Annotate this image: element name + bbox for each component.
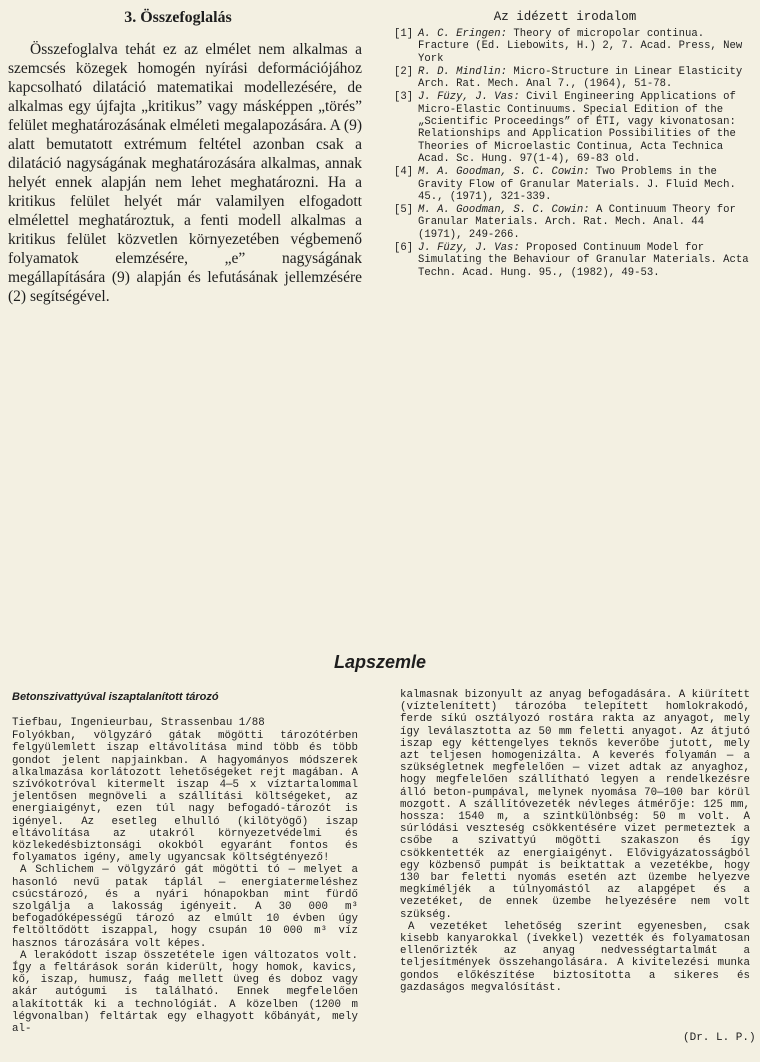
summary-paragraph: Összefoglalva tehát ez az elmélet nem alkalmas a szemcsés közegek homogén nyírási deformációjához kapcsolható dilatáció matematikai modellezésére, de alkalmas egy újfajta „kritikus” vagy másképpen „törés” felület meghatározásának elméleti megalapozására. A (9) alatt bemutatott extrémum feltétel azonban csak a dilatáció nagyságának meghatározására alkalmas, annak helyét ennek alapján nem lehet meghatározni. Ha a kritikus felület helyét már valamilyen elfogadott elmélettel meghatároztuk, a fenti modell alkalmas a kritikus felület közvetlen környezetében végbemenő folyamatok elemzésére, „e” nagyságának megállapítására (9) alapján és lefutásának jellemzésére (2) segítségével. — [8, 41, 362, 305]
reference-item — [394, 166, 754, 203]
reference-item — [394, 91, 754, 165]
reference-item — [394, 66, 754, 91]
reference-number: [3] — [394, 91, 414, 104]
article-source: Tiefbau, Ingenieurbau, Strassenbau 1/88 — [12, 717, 265, 729]
reference-number: [2] — [394, 65, 414, 78]
reference-item — [394, 28, 754, 65]
reference-text: A Continuum Theory for Granular Materials. Arch. Rat. Mech. Anal. 44 (1971), 249-266. — [418, 204, 736, 241]
reference-item — [394, 242, 754, 279]
reference-item — [394, 204, 754, 241]
body-paragraph: kalmasnak bizonyult az anyag befogadására. A kiürített (víztelenített) tározóba telepített homlokrakodó, ferde síkú osztályozó rostára rakta az anyagot, mely így leválasztotta az 50 mm feletti anyagot. Az átjutó iszap egy kéttengelyes teknős keverőbe jutott, mely azt teljesen homogenizálta. A keverés folyamán — a szükségletnek megfelelően — vizet adtak az anyaghoz, hogy megfelelően szállítható legyen a rendelkezésre álló beton-pumpával, melynek nyomása 70—100 bar körül mozgott. A szállítóvezeték névleges átmérője: 125 mm, hossza: 1540 m, a szintkülönbség: 50 m volt. A súrlódási veszteség csökkentésére vizet permeteztek a csőbe a szivattyú mögötti szakaszon és így csökkentették az energiaigényt. Elővigyázatosságból egy közbenső pumpát is beiktattak a vezetékbe, hogy 130 bar feletti nyomás esetén azt üzembe helyezve megkíméljék a túlnyomástól az alapgépet és a vezetéket, de ennek üzembe helyezésére nem volt szükség. — [400, 689, 750, 921]
reference-list — [394, 28, 754, 280]
body-paragraph: A lerakódott iszap összetétele igen változatos volt. Így a feltárások során kiderült, hogy homok, kavics, kő, iszap, humusz, faág mellett üveg és doboz vagy akár autógumi is található. Ennek megfelelően alakították ki a technológiát. A közelben (1200 m légvonalban) feltártak egy elhagyott kőbányát, mely al- — [12, 949, 358, 1036]
body-paragraph: A vezetéket lehetőség szerint egyenesben, csak kisebb kanyarokkal (ívekkel) vezették és folyamatosan ellenőrizték az anyag nedvességtartalmát a teljesítmények összehangolására. A kivitelezési munka gondos előkészítése biztosította a sikeres és gazdaságos megvalósítást. — [400, 920, 750, 994]
reference-number: [6] — [394, 242, 414, 255]
review-left-column — [12, 717, 358, 1035]
reference-authors: J. Füzy, J. Vas: — [418, 242, 520, 255]
reference-text: Two Problems in the Gravity Flow of Granular Materials. J. Fluid Mech. 45., (1971), 321-339. — [418, 166, 736, 203]
reference-text: Civil Engineering Applications of Micro-Elastic Continuums. Special Edition of the „Scientific Proceedings” of ÉTI, vagy kivonatosan: Relationships and Application Possibilities of the Theories of Microelastic Continua, Acta Technica Acad. Sc. Hung. 97(1-4), 69-83 old. — [418, 91, 736, 165]
review-heading: Lapszemle — [333, 652, 427, 672]
section-title: 3. Összefoglalás — [124, 9, 232, 26]
reference-authors: M. A. Goodman, S. C. Cowin: — [418, 166, 590, 179]
reference-authors: J. Füzy, J. Vas: — [418, 91, 520, 104]
body-paragraph: A Schlichem — völgyzáró gát mögötti tó — melyet a hasonló nevű patak táplál — energiatermeléshez csúcstározó, és a nyári hónapokban mint fürdő szolgálja a lakosság igényeit. A 30 000 m³ befogadóképességű tározó az elmúlt 10 évben úgy feltöltődött iszappal, hogy csupán 10 000 m³ víz hasznos tározására volt képes. — [12, 864, 358, 950]
reference-text: Proposed Continuum Model for Simulating the Behaviour of Granular Materials. Acta Techn. Acad. Hung. 95., (1982), 49-53. — [418, 242, 749, 279]
reference-number: [5] — [394, 204, 414, 217]
reference-text: Micro-Structure in Linear Elasticity Arch. Rat. Mech. Anal 7., (1964), 51-78. — [418, 65, 743, 91]
reference-authors: M. A. Goodman, S. C. Cowin: — [418, 204, 590, 217]
reference-authors: A. C. Eringen: — [418, 28, 508, 40]
review-right-column — [400, 689, 750, 994]
reference-number: [1] — [394, 28, 414, 40]
reference-number: [4] — [394, 166, 414, 179]
author-signature: (Dr. L. P.) — [683, 1032, 756, 1044]
article-title: Betonszivattyúval iszaptalanított tározó — [12, 691, 219, 703]
body-paragraph: Folyókban, völgyzáró gátak mögötti tározótérben felgyülemlett iszap eltávolítása mind több és több gondot jelent napjainkban. A hagyományos módszerek alkalmazása korlátozott lehetőségeket rejt magában. A szívókotróval kitermelt iszap 4—5 x víztartalommal jelentősen megnöveli a szállítási költségeket, az energiaigényt, ezen túl nagy befogadó-tározót is igényel. Az esetleg elhulló (kilötyögő) iszap eltávolítása az utakról környezetvédelmi és közlekedésbiztonsági okokból egyaránt fontos és folyamatos igény, amely ugyancsak költségtényező! — [12, 730, 358, 865]
reference-authors: R. D. Mindlin: — [418, 65, 508, 78]
reference-text: Theory of micropolar continua. Fracture (Ed. Liebowits, H.) 2, 7. Acad. Press, New York — [418, 28, 743, 65]
references-title: Az idézett irodalom — [493, 10, 637, 24]
